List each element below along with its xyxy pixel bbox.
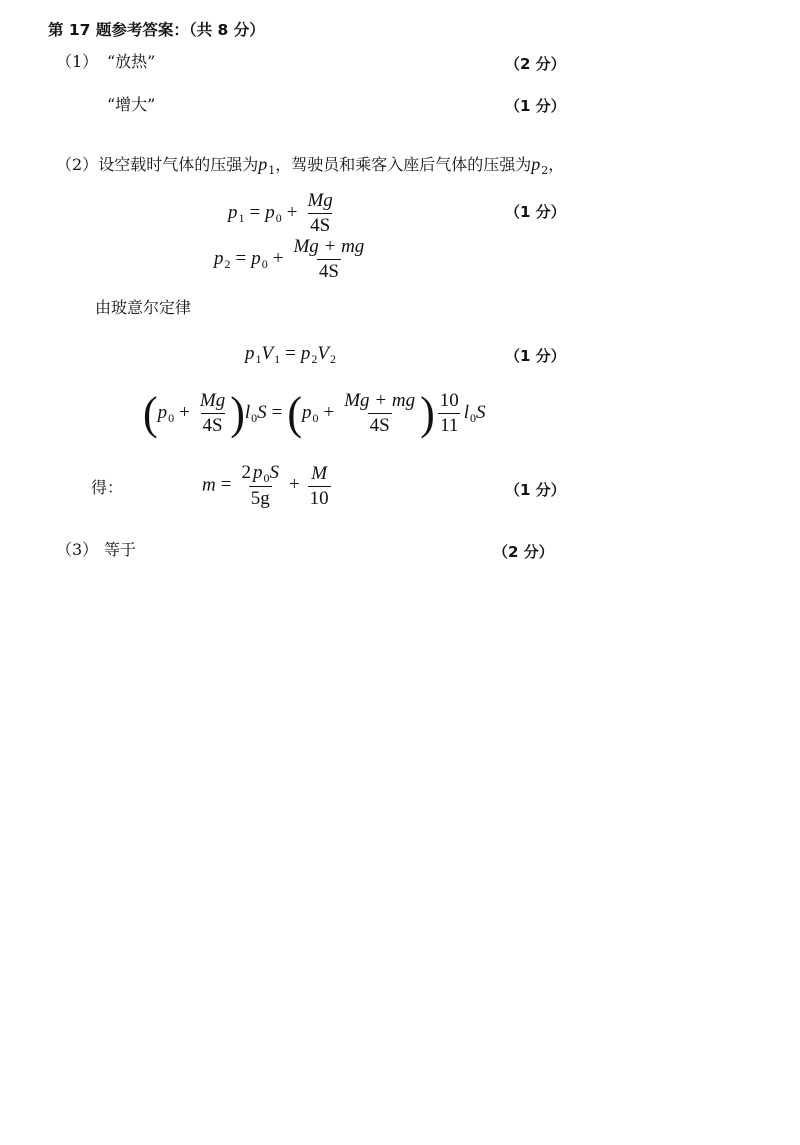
part1-label: （1）: [56, 52, 99, 71]
part2-intro: （2）设空载时气体的压强为$p_1$，驾驶员和乘客入座后气体的压强为$p_2$，: [56, 154, 565, 177]
equation-result: m = $\frac{2 p_0S}{5g}$ + $\frac{M}{10}$: [202, 462, 329, 509]
equation-boyle-score: （1 分）: [505, 347, 566, 365]
page-title: 第 17 题参考答案：（共 8 分）: [48, 21, 265, 39]
equation-p1-score: （1 分）: [505, 203, 566, 221]
result-label: 得：: [91, 478, 124, 497]
part1-answer2: “增大”: [107, 95, 156, 114]
part1-answer1: “放热”: [107, 52, 156, 71]
equation-result-score: （1 分）: [505, 481, 566, 499]
equation-p1: $p_1 = p_0$ + $\frac{Mg}{4S}$: [228, 190, 333, 236]
equation-p2: $p_2 = p_0$ + $\frac{Mg + mg}{4S}$: [214, 236, 365, 282]
part3-label: （3）: [56, 540, 99, 559]
part1-score1: （2 分）: [505, 55, 566, 73]
part1-score2: （1 分）: [505, 97, 566, 115]
part3-score: （2 分）: [493, 543, 554, 561]
part2-label: （2）: [56, 155, 99, 174]
equation-boyle: $p_1V_1 = p_2V_2$: [245, 343, 336, 366]
part3-answer: 等于: [104, 540, 137, 559]
equation-substituted: ($p_0$ + $\frac{Mg}{4S}$ )$l_0S = (p_0$ + $\frac{Mg + mg}{4S}$ ) $\frac{10}{11}$ $l_0S$: [143, 387, 486, 439]
law-text: 由玻意尔定律: [95, 298, 192, 317]
